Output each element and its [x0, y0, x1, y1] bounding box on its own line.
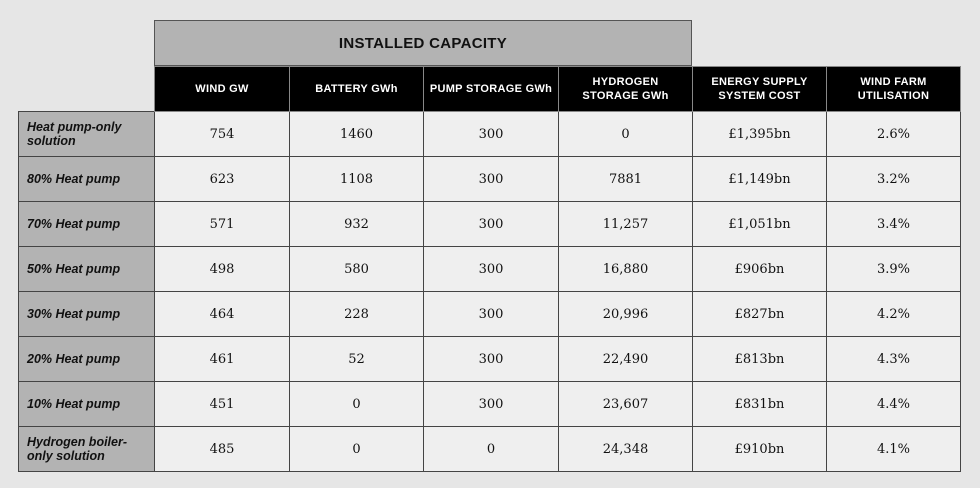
table-cell: 228 — [290, 292, 424, 337]
table-cell: £831bn — [693, 382, 827, 427]
table-cell: £910bn — [693, 427, 827, 472]
table-cell: £1,395bn — [693, 112, 827, 157]
row-label: 30% Heat pump — [19, 292, 155, 337]
table-row — [19, 202, 961, 247]
table-cell: 464 — [155, 292, 290, 337]
table-cell: 4.3% — [827, 337, 961, 382]
table-cell: 300 — [424, 382, 559, 427]
table-row — [19, 292, 961, 337]
table-cell: 932 — [290, 202, 424, 247]
table-cell: 300 — [424, 202, 559, 247]
column-header: PUMP STORAGE GWh — [424, 67, 559, 112]
table-row — [19, 382, 961, 427]
table-cell: 2.6% — [827, 112, 961, 157]
table-cell: 52 — [290, 337, 424, 382]
table-cell: 20,996 — [559, 292, 693, 337]
table-row — [19, 247, 961, 292]
table-cell: £1,051bn — [693, 202, 827, 247]
table-cell: 24,348 — [559, 427, 693, 472]
column-header: WIND FARM UTILISATION — [827, 67, 961, 112]
table-cell: 22,490 — [559, 337, 693, 382]
row-label: Hydrogen boiler-only solution — [19, 427, 155, 472]
table-cell: 300 — [424, 292, 559, 337]
table-row — [19, 337, 961, 382]
table-row — [19, 157, 961, 202]
column-header: ENERGY SUPPLY SYSTEM COST — [693, 67, 827, 112]
table-cell: 300 — [424, 337, 559, 382]
table-cell: 4.4% — [827, 382, 961, 427]
table-cell: 3.9% — [827, 247, 961, 292]
table-cell: 498 — [155, 247, 290, 292]
table-cell: 3.2% — [827, 157, 961, 202]
column-header: HYDROGEN STORAGE GWh — [559, 67, 693, 112]
installed-capacity-header: INSTALLED CAPACITY — [154, 20, 692, 66]
table-cell: 0 — [424, 427, 559, 472]
table-cell: £813bn — [693, 337, 827, 382]
row-label: 80% Heat pump — [19, 157, 155, 202]
table-cell: 485 — [155, 427, 290, 472]
table-cell: £906bn — [693, 247, 827, 292]
table-cell: 4.2% — [827, 292, 961, 337]
capacity-table — [18, 66, 961, 472]
table-cell: 451 — [155, 382, 290, 427]
table-cell: 16,880 — [559, 247, 693, 292]
table-cell: 0 — [559, 112, 693, 157]
row-label: 20% Heat pump — [19, 337, 155, 382]
row-label: 10% Heat pump — [19, 382, 155, 427]
table-cell: 300 — [424, 157, 559, 202]
table-cell: 754 — [155, 112, 290, 157]
table-cell: 623 — [155, 157, 290, 202]
table-cell: 4.1% — [827, 427, 961, 472]
table-cell: 1108 — [290, 157, 424, 202]
table-cell: 0 — [290, 382, 424, 427]
table-cell: £1,149bn — [693, 157, 827, 202]
column-header: WIND GW — [155, 67, 290, 112]
row-label: 70% Heat pump — [19, 202, 155, 247]
table-cell: 300 — [424, 112, 559, 157]
table-cell: 461 — [155, 337, 290, 382]
table-body — [19, 112, 961, 472]
table-cell: 580 — [290, 247, 424, 292]
table-cell: 7881 — [559, 157, 693, 202]
column-header: BATTERY GWh — [290, 67, 424, 112]
table-cell: 300 — [424, 247, 559, 292]
table-cell: 3.4% — [827, 202, 961, 247]
table-cell: 571 — [155, 202, 290, 247]
table-row — [19, 112, 961, 157]
table-cell: 1460 — [290, 112, 424, 157]
table-cell: 0 — [290, 427, 424, 472]
table-cell: 23,607 — [559, 382, 693, 427]
table-row — [19, 427, 961, 472]
corner-cell — [19, 67, 155, 112]
row-label: Heat pump-only solution — [19, 112, 155, 157]
table-cell: £827bn — [693, 292, 827, 337]
row-label: 50% Heat pump — [19, 247, 155, 292]
table-cell: 11,257 — [559, 202, 693, 247]
header-row — [19, 67, 961, 112]
